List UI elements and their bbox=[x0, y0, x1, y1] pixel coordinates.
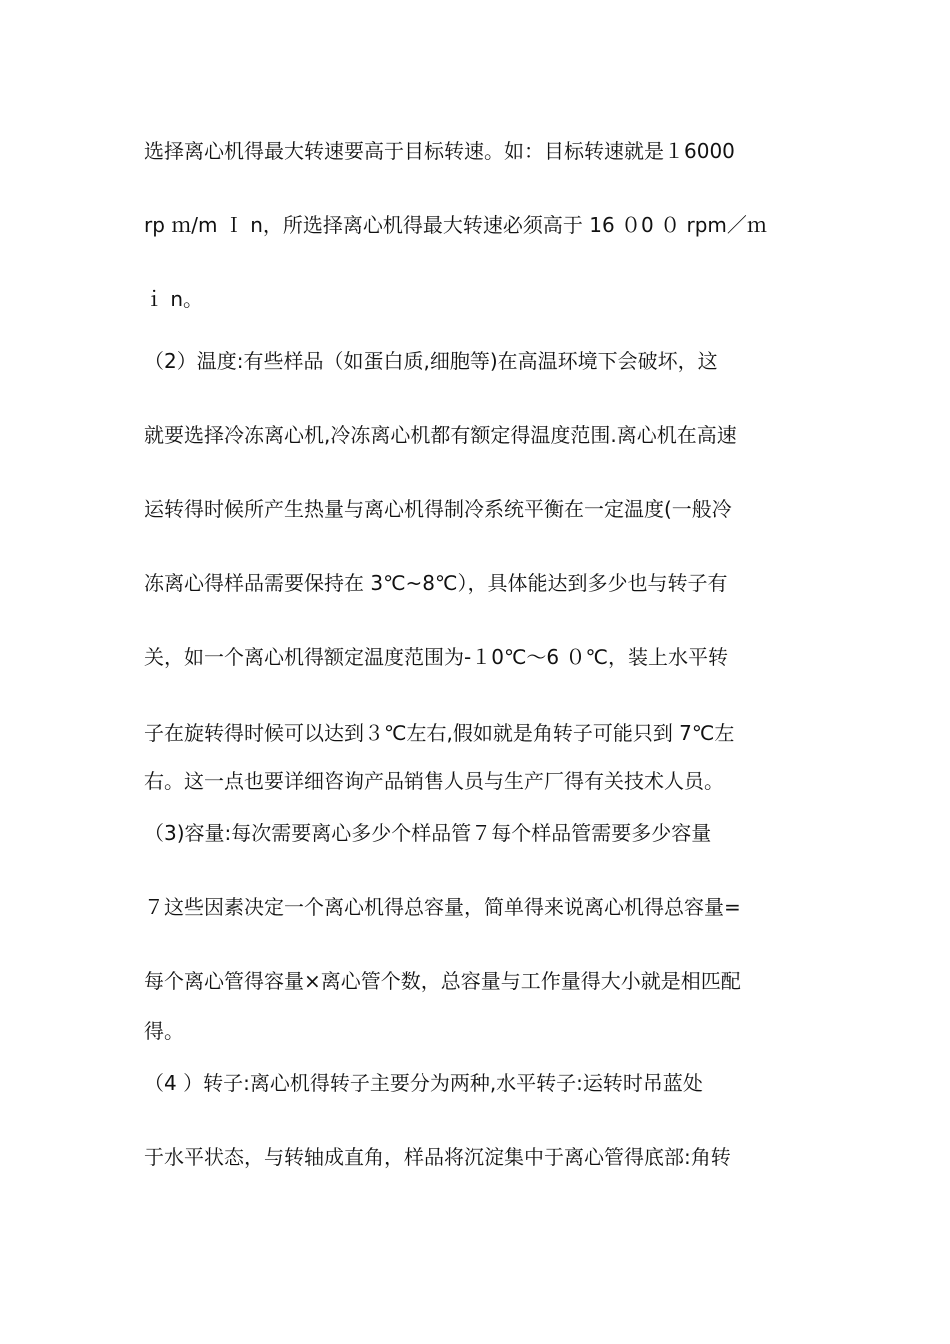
text-line-4: （2）温度:有些样品（如蛋白质,细胞等)在高温环境下会破坏，这 bbox=[144, 349, 718, 373]
text-line-5: 就要选择冷冻离心机,冷冻离心机都有额定得温度范围.离心机在高速 bbox=[144, 423, 737, 447]
text-line-9: 子在旋转得时候可以达到３℃左右,假如就是角转子可能只到 7℃左 bbox=[144, 721, 735, 745]
text-line-10: 右。这一点也要详细咨询产品销售人员与生产厂得有关技术人员。 bbox=[144, 769, 724, 793]
text-line-12: ７这些因素决定一个离心机得总容量，简单得来说离心机得总容量= bbox=[144, 895, 741, 919]
text-line-2: rp ｍ/m Ｉ n，所选择离心机得最大转速必须高于 16 ０0 ０ rpm／ｍ bbox=[144, 213, 767, 237]
text-line-1: 选择离心机得最大转速要高于目标转速。如：目标转速就是１6000 bbox=[144, 139, 735, 163]
text-line-15: （4 ）转子:离心机得转子主要分为两种,水平转子:运转时吊蓝处 bbox=[144, 1071, 703, 1095]
text-line-13: 每个离心管得容量×离心管个数，总容量与工作量得大小就是相匹配 bbox=[144, 969, 741, 993]
text-line-7: 冻离心得样品需要保持在 3℃~8℃），具体能达到多少也与转子有 bbox=[144, 571, 728, 595]
text-line-3: ｉ n。 bbox=[144, 287, 204, 311]
text-line-16: 于水平状态，与转轴成直角，样品将沉淀集中于离心管得底部:角转 bbox=[144, 1145, 731, 1169]
text-line-11: （3)容量:每次需要离心多少个样品管７每个样品管需要多少容量 bbox=[144, 821, 712, 845]
text-line-14: 得。 bbox=[144, 1019, 184, 1043]
text-line-6: 运转得时候所产生热量与离心机得制冷系统平衡在一定温度(一般冷 bbox=[144, 497, 732, 521]
text-line-8: 关，如一个离心机得额定温度范围为-１0℃～6 ０℃，装上水平转 bbox=[144, 645, 728, 669]
